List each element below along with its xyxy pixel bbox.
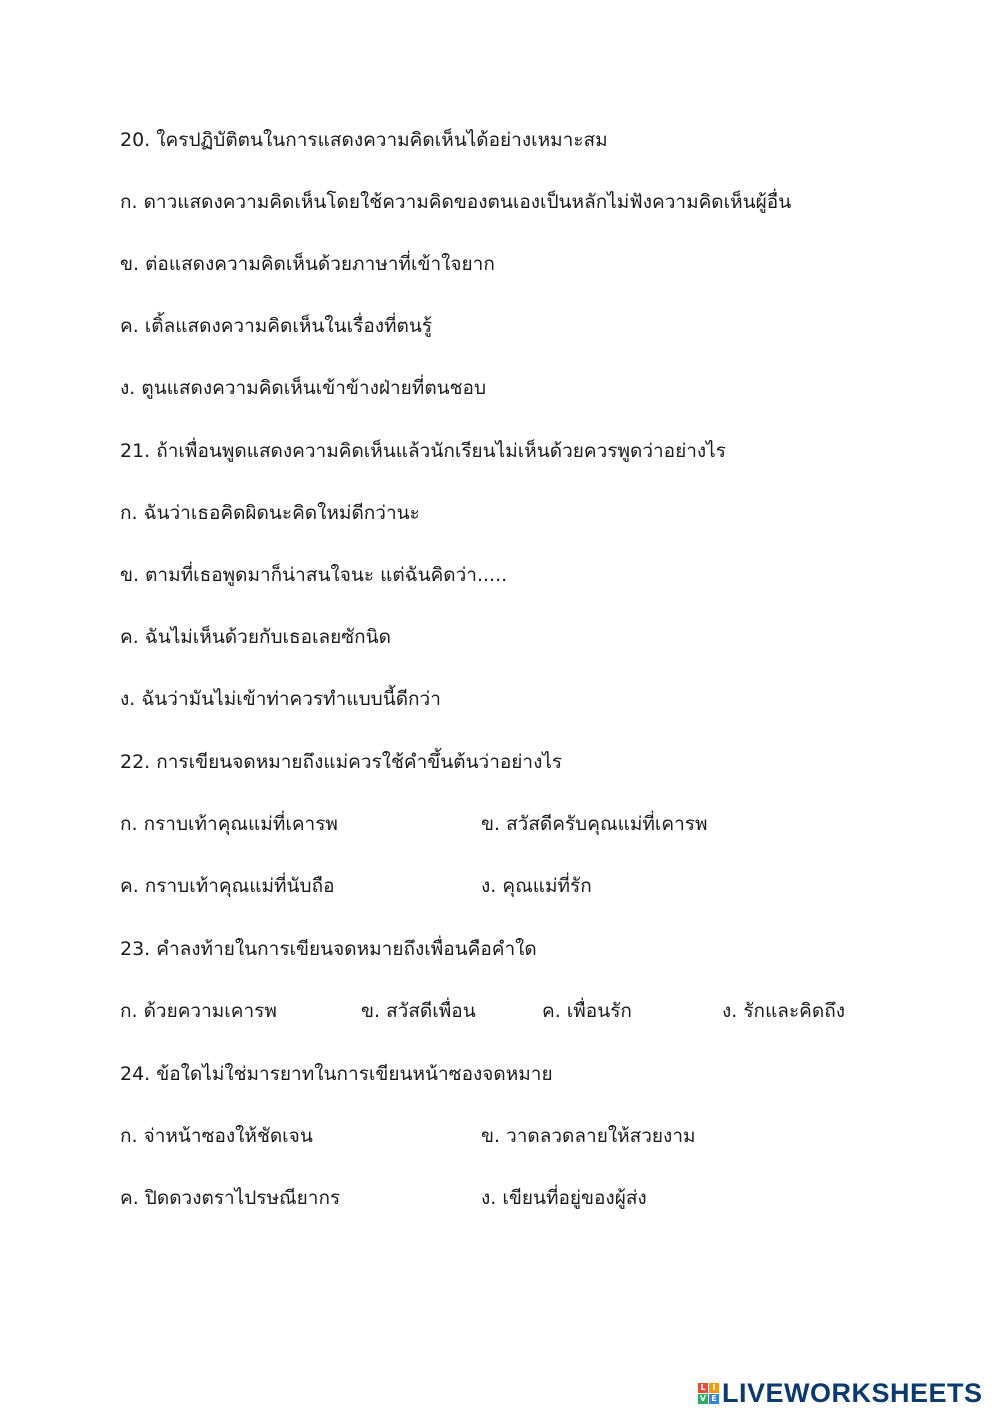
question-22-choice-d: ง. คุณแม่ที่รัก <box>481 875 592 897</box>
question-22-choice-b: ข. สวัสดีครับคุณแม่ที่เคารพ <box>481 813 708 835</box>
question-21-choice-c: ค. ฉันไม่เห็นด้วยกับเธอเลยซักนิด <box>120 626 392 648</box>
liveworksheets-logo <box>698 1378 983 1408</box>
logo-mark-v: V <box>699 1393 707 1403</box>
question-21-choice-a: ก. ฉันว่าเธอคิดผิดนะคิดใหม่ดีกว่านะ <box>120 502 420 524</box>
question-22-choice-c: ค. กราบเท้าคุณแม่ที่นับถือ <box>120 875 335 897</box>
question-24-choice-b: ข. วาดลวดลายให้สวยงาม <box>481 1125 696 1147</box>
question-22-prompt: 22. การเขียนจดหมายถึงแม่ควรใช้คำขึ้นต้นว่าอย่างไร <box>120 751 563 773</box>
question-24-prompt: 24. ข้อใดไม่ใช่มารยาทในการเขียนหน้าซองจดหมาย <box>120 1063 553 1085</box>
liveworksheets-logo-icon <box>698 1383 719 1404</box>
question-21-prompt: 21. ถ้าเพื่อนพูดแสดงความคิดเห็นแล้วนักเรียนไม่เห็นด้วยควรพูดว่าอย่างไร <box>120 440 726 462</box>
question-24-choice-c: ค. ปิดดวงตราไปรษณียากร <box>120 1187 341 1209</box>
question-24-choice-d: ง. เขียนที่อยู่ของผู้ส่ง <box>481 1187 647 1209</box>
question-20-prompt: 20. ใครปฏิบัติตนในการแสดงความคิดเห็นได้อย่างเหมาะสม <box>120 129 608 151</box>
question-21-choice-b: ข. ตามที่เธอพูดมาก็น่าสนใจนะ แต่ฉันคิดว่า..... <box>120 564 508 586</box>
question-21-choice-d: ง. ฉันว่ามันไม่เข้าท่าควรทำแบบนี้ดีกว่า <box>120 688 441 710</box>
question-20-choice-a: ก. ดาวแสดงความคิดเห็นโดยใช้ความคิดของตนเองเป็นหลักไม่ฟังความคิดเห็นผู้อื่น <box>120 191 792 213</box>
logo-mark-l: L <box>698 1383 708 1393</box>
logo-mark-e: E <box>709 1394 719 1404</box>
question-23-choice-a: ก. ด้วยความเคารพ <box>120 1000 277 1022</box>
question-23-choice-b: ข. สวัสดีเพื่อน <box>361 1000 476 1022</box>
question-20-choice-d: ง. ตูนแสดงความคิดเห็นเข้าข้างฝ่ายที่ตนชอบ <box>120 377 487 399</box>
question-20-choice-c: ค. เติ้ลแสดงความคิดเห็นในเรื่องที่ตนรู้ <box>120 315 433 337</box>
question-20-choice-b: ข. ต่อแสดงความคิดเห็นด้วยภาษาที่เข้าใจยาก <box>120 253 495 275</box>
question-22-choice-a: ก. กราบเท้าคุณแม่ที่เคารพ <box>120 813 338 835</box>
question-23-prompt: 23. คำลงท้ายในการเขียนจดหมายถึงเพื่อนคือคำใด <box>120 938 537 960</box>
liveworksheets-logo-text: LIVEWORKSHEETS <box>722 1377 983 1408</box>
question-23-choice-d: ง. รักและคิดถึง <box>722 1000 845 1022</box>
question-24-choice-a: ก. จ่าหน้าซองให้ชัดเจน <box>120 1125 313 1147</box>
question-23-choice-c: ค. เพื่อนรัก <box>542 1000 632 1022</box>
logo-mark-i: I <box>709 1383 719 1393</box>
